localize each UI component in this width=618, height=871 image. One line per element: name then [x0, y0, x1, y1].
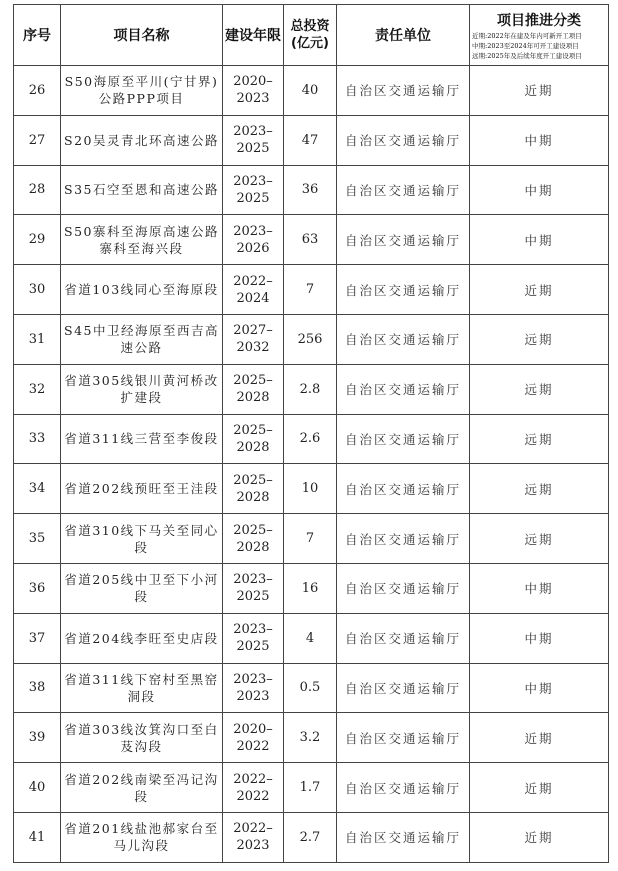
- row-index: 27: [14, 115, 61, 165]
- legend-near: 近期:2022年在建及年内可新开工项目: [472, 31, 582, 40]
- header-period: 建设年限: [223, 5, 284, 66]
- period-end: 2025: [236, 589, 270, 605]
- period-start: 2025–: [233, 373, 273, 389]
- table-row: [14, 215, 609, 265]
- project-name: 省道205线中卫至下小河段: [61, 563, 223, 613]
- period-end: 2022: [236, 738, 270, 754]
- total-investment: 7: [284, 265, 337, 315]
- header-investment-line2: (亿元): [291, 36, 329, 51]
- period-end: 2028: [236, 539, 270, 555]
- phase-classification: 远期: [470, 364, 609, 414]
- period-start: 2022–: [233, 771, 273, 787]
- project-name: 省道310线下马关至同心段: [61, 514, 223, 564]
- table-row: [14, 812, 609, 862]
- table-row: [14, 66, 609, 116]
- total-investment: 1.7: [284, 763, 337, 813]
- period-start: 2022–: [233, 821, 273, 837]
- project-name: 省道311线下窑村至黑窑洞段: [61, 663, 223, 713]
- table-row: [14, 663, 609, 713]
- responsible-unit: 自治区交通运输厅: [337, 563, 470, 613]
- row-index: 30: [14, 265, 61, 315]
- construction-period: [223, 613, 284, 663]
- phase-classification: 中期: [470, 115, 609, 165]
- phase-classification: 远期: [470, 464, 609, 514]
- legend-far: 远期:2025年及后续年度开工建设项目: [472, 51, 582, 60]
- total-investment: 4: [284, 613, 337, 663]
- responsible-unit: 自治区交通运输厅: [337, 215, 470, 265]
- table-row: [14, 563, 609, 613]
- project-name: 省道202线预旺至王洼段: [61, 464, 223, 514]
- header-investment-line1: 总投资: [290, 19, 330, 34]
- construction-period: [223, 66, 284, 116]
- table-row: [14, 115, 609, 165]
- project-name: 省道201线盐池郝家台至马儿沟段: [61, 812, 223, 862]
- responsible-unit: 自治区交通运输厅: [337, 314, 470, 364]
- total-investment: 40: [284, 66, 337, 116]
- total-investment: 10: [284, 464, 337, 514]
- period-end: 2023: [236, 91, 270, 107]
- phase-classification: 中期: [470, 663, 609, 713]
- responsible-unit: 自治区交通运输厅: [337, 66, 470, 116]
- project-name: 省道103线同心至海原段: [61, 265, 223, 315]
- project-table: [13, 4, 609, 863]
- construction-period: [223, 663, 284, 713]
- header-name: 项目名称: [61, 5, 223, 66]
- total-investment: 7: [284, 514, 337, 564]
- table-row: [14, 414, 609, 464]
- header-unit: 责任单位: [337, 5, 470, 66]
- period-end: 2032: [236, 340, 270, 356]
- total-investment: 2.7: [284, 812, 337, 862]
- responsible-unit: 自治区交通运输厅: [337, 812, 470, 862]
- phase-classification: 近期: [470, 265, 609, 315]
- row-index: 29: [14, 215, 61, 265]
- project-name: 省道305线银川黄河桥改扩建段: [61, 364, 223, 414]
- total-investment: 2.8: [284, 364, 337, 414]
- project-name: S20吴灵青北环高速公路: [61, 115, 223, 165]
- project-name: 省道303线汝箕沟口至白芨沟段: [61, 713, 223, 763]
- project-name: 省道311线三营至李俊段: [61, 414, 223, 464]
- construction-period: [223, 514, 284, 564]
- construction-period: [223, 812, 284, 862]
- period-end: 2025: [236, 639, 270, 655]
- construction-period: [223, 763, 284, 813]
- row-index: 28: [14, 165, 61, 215]
- period-end: 2023: [236, 838, 270, 854]
- period-end: 2028: [236, 439, 270, 455]
- construction-period: [223, 165, 284, 215]
- period-start: 2025–: [233, 422, 273, 438]
- header-row: [14, 5, 609, 66]
- period-end: 2023: [236, 688, 270, 704]
- row-index: 34: [14, 464, 61, 514]
- period-start: 2023–: [233, 124, 273, 140]
- period-start: 2023–: [233, 572, 273, 588]
- total-investment: 47: [284, 115, 337, 165]
- project-name: 省道204线李旺至史店段: [61, 613, 223, 663]
- phase-classification: 远期: [470, 414, 609, 464]
- responsible-unit: 自治区交通运输厅: [337, 265, 470, 315]
- classification-title: 项目推进分类: [497, 12, 581, 29]
- period-start: 2022–: [233, 273, 273, 289]
- responsible-unit: 自治区交通运输厅: [337, 613, 470, 663]
- responsible-unit: 自治区交通运输厅: [337, 713, 470, 763]
- table-row: [14, 165, 609, 215]
- construction-period: [223, 115, 284, 165]
- responsible-unit: 自治区交通运输厅: [337, 763, 470, 813]
- responsible-unit: 自治区交通运输厅: [337, 414, 470, 464]
- construction-period: [223, 265, 284, 315]
- row-index: 32: [14, 364, 61, 414]
- row-index: 37: [14, 613, 61, 663]
- phase-classification: 近期: [470, 812, 609, 862]
- project-name: S35石空至恩和高速公路: [61, 165, 223, 215]
- period-start: 2025–: [233, 472, 273, 488]
- construction-period: [223, 215, 284, 265]
- period-start: 2025–: [233, 522, 273, 538]
- total-investment: 3.2: [284, 713, 337, 763]
- total-investment: 256: [284, 314, 337, 364]
- construction-period: [223, 563, 284, 613]
- construction-period: [223, 464, 284, 514]
- row-index: 40: [14, 763, 61, 813]
- table-row: [14, 613, 609, 663]
- row-index: 26: [14, 66, 61, 116]
- table-row: [14, 464, 609, 514]
- period-start: 2023–: [233, 671, 273, 687]
- row-index: 31: [14, 314, 61, 364]
- period-start: 2023–: [233, 223, 273, 239]
- project-name: S45中卫经海原至西吉高速公路: [61, 314, 223, 364]
- responsible-unit: 自治区交通运输厅: [337, 364, 470, 414]
- project-name: 省道202线南梁至冯记沟段: [61, 763, 223, 813]
- responsible-unit: 自治区交通运输厅: [337, 165, 470, 215]
- period-end: 2024: [236, 290, 270, 306]
- period-end: 2028: [236, 489, 270, 505]
- total-investment: 36: [284, 165, 337, 215]
- table-row: [14, 713, 609, 763]
- responsible-unit: 自治区交通运输厅: [337, 514, 470, 564]
- total-investment: 16: [284, 563, 337, 613]
- row-index: 38: [14, 663, 61, 713]
- phase-classification: 中期: [470, 563, 609, 613]
- table-row: [14, 265, 609, 315]
- construction-period: [223, 364, 284, 414]
- table-row: [14, 364, 609, 414]
- phase-classification: 远期: [470, 514, 609, 564]
- construction-period: [223, 414, 284, 464]
- row-index: 35: [14, 514, 61, 564]
- phase-classification: 远期: [470, 314, 609, 364]
- period-end: 2025: [236, 141, 270, 157]
- period-start: 2020–: [233, 74, 273, 90]
- legend-mid: 中期:2023至2024年可开工建设项目: [472, 41, 579, 50]
- header-classification: [470, 5, 609, 66]
- total-investment: 63: [284, 215, 337, 265]
- period-end: 2026: [236, 240, 270, 256]
- table-row: [14, 514, 609, 564]
- header-investment: [284, 5, 337, 66]
- period-start: 2020–: [233, 721, 273, 737]
- phase-classification: 中期: [470, 165, 609, 215]
- row-index: 41: [14, 812, 61, 862]
- row-index: 33: [14, 414, 61, 464]
- responsible-unit: 自治区交通运输厅: [337, 115, 470, 165]
- header-index: 序号: [14, 5, 61, 66]
- phase-classification: 近期: [470, 66, 609, 116]
- period-start: 2023–: [233, 173, 273, 189]
- total-investment: 0.5: [284, 663, 337, 713]
- construction-period: [223, 314, 284, 364]
- phase-classification: 近期: [470, 763, 609, 813]
- row-index: 39: [14, 713, 61, 763]
- table-row: [14, 314, 609, 364]
- row-index: 36: [14, 563, 61, 613]
- period-start: 2023–: [233, 622, 273, 638]
- phase-classification: 中期: [470, 613, 609, 663]
- responsible-unit: 自治区交通运输厅: [337, 464, 470, 514]
- phase-classification: 近期: [470, 713, 609, 763]
- period-end: 2028: [236, 390, 270, 406]
- phase-classification: 中期: [470, 215, 609, 265]
- project-name: S50海原至平川(宁甘界)公路PPP项目: [61, 66, 223, 116]
- period-end: 2025: [236, 190, 270, 206]
- construction-period: [223, 713, 284, 763]
- period-start: 2027–: [233, 323, 273, 339]
- total-investment: 2.6: [284, 414, 337, 464]
- project-name: S50寨科至海原高速公路寨科至海兴段: [61, 215, 223, 265]
- period-end: 2022: [236, 788, 270, 804]
- table-row: [14, 763, 609, 813]
- responsible-unit: 自治区交通运输厅: [337, 663, 470, 713]
